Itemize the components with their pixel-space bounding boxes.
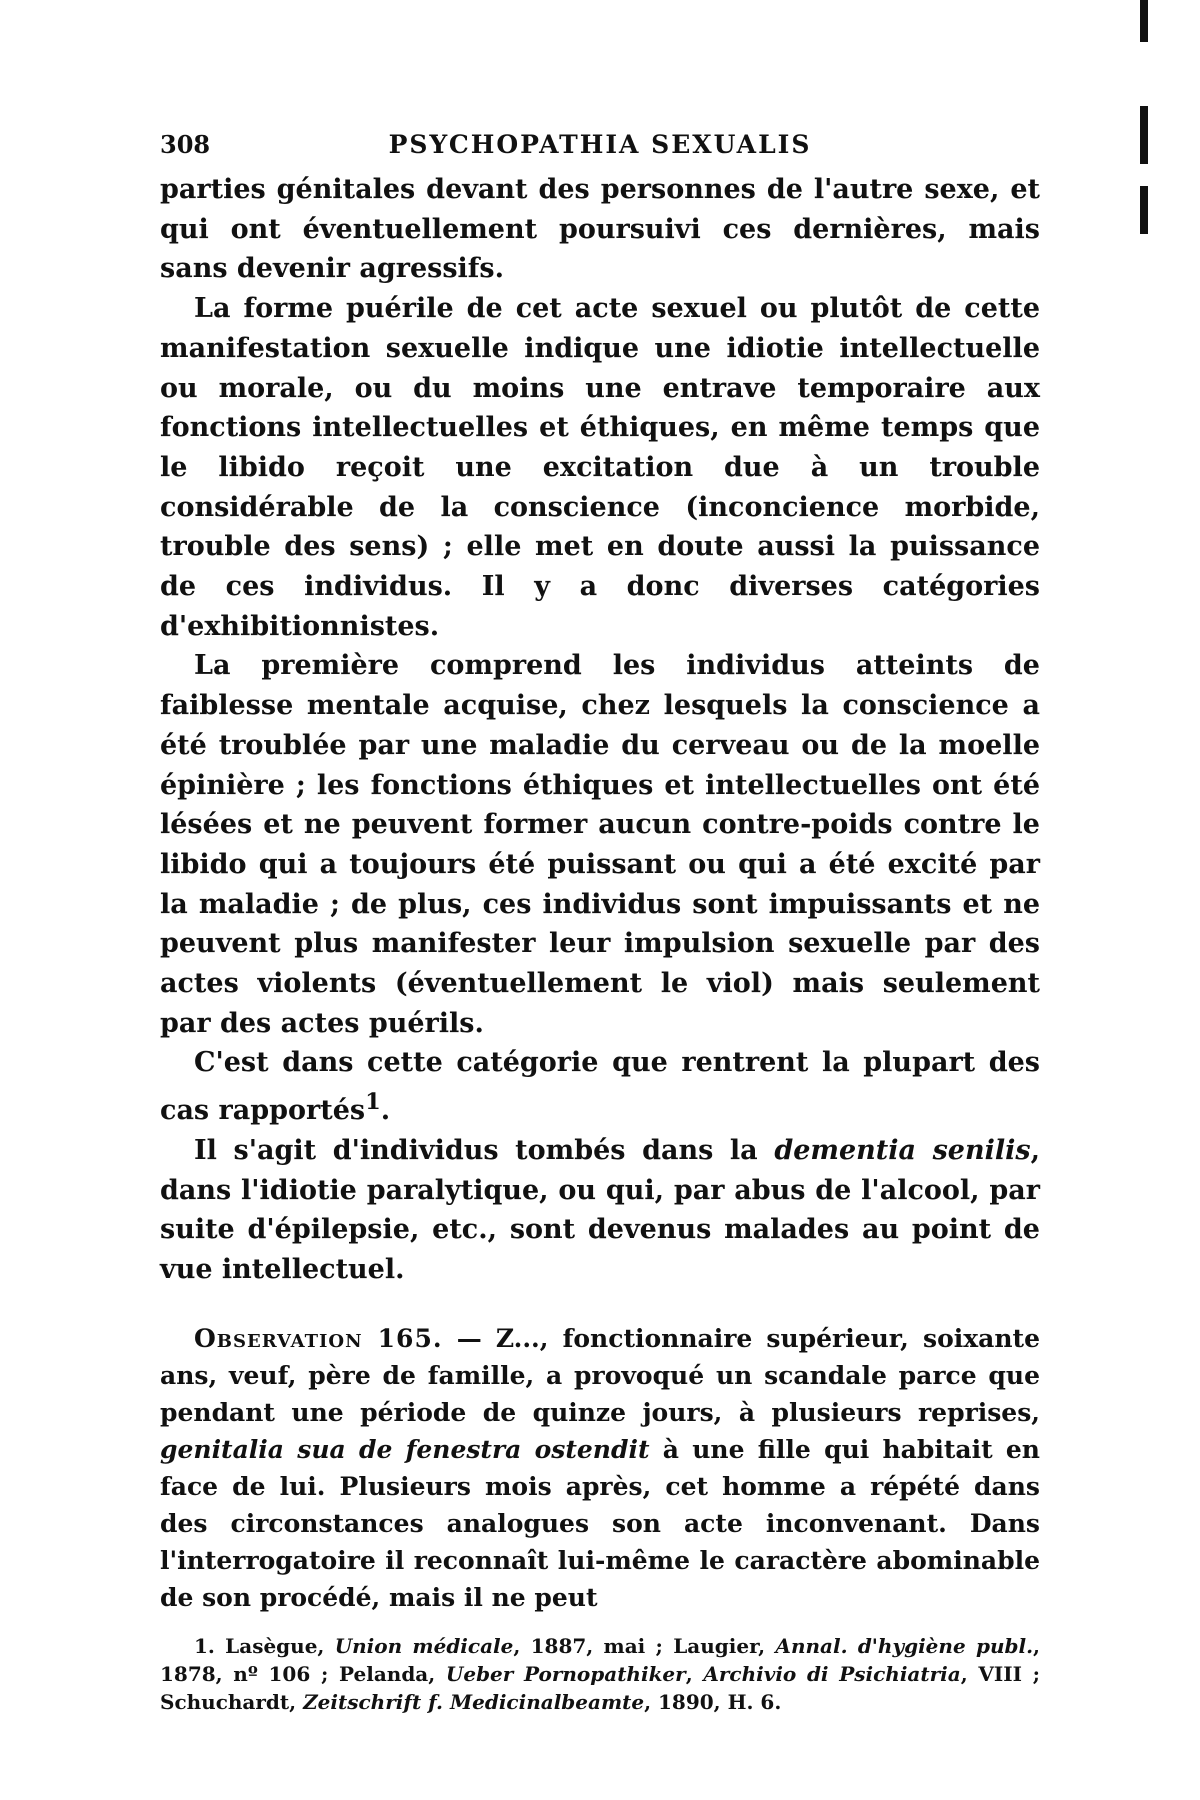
footnote-number: 1. bbox=[194, 1633, 215, 1658]
footnote-1 bbox=[160, 1632, 1040, 1716]
footnote-title-1: Union médicale bbox=[334, 1633, 514, 1658]
footnote-ref: 1 bbox=[365, 1089, 381, 1116]
paragraph-first-category: La première comprend les individus atteints de faiblesse mentale acquise, chez lesquels la conscience a été troublée par une maladie du cerveau ou de la moelle épinière ; les fonctions éthiques et intellectuelles ont été lésées et ne peuvent former aucun contre-poids contre le libido qui a toujours été puissant ou qui a été excité par la maladie ; de plus, ces individus sont impuissants et ne peuvent plus manifester leur impulsion sexuelle par des actes violents (éventuellement le viol) mais seulement par des actes puérils. bbox=[160, 650, 1040, 1039]
footnote-title-5: Zeitschrift f. Medicinalbeamte bbox=[303, 1689, 645, 1714]
book-page bbox=[160, 130, 1040, 1716]
edge-mark-lower bbox=[1140, 186, 1148, 234]
observation-text-2: à une fille qui habitait en face de lui. Plusieurs mois après, cet homme a répété dans des circonstances analogues son acte inconvenant. Dans l'interrogatoire il reconnaît lui-même le caractère abominable de son procédé, mais il ne peut bbox=[160, 1434, 1040, 1612]
footnote-title-2: Annal. d'hygiène publ. bbox=[775, 1633, 1034, 1658]
paragraph-category-cases-end: . bbox=[380, 1095, 391, 1127]
footnote-seg-4: , bbox=[685, 1661, 704, 1686]
footnote-seg-2: , 1887, mai ; Laugier, bbox=[513, 1633, 776, 1658]
paragraph-individuals-before: Il s'agit d'individus tombés dans la bbox=[194, 1134, 775, 1166]
paragraph-individuals bbox=[160, 1131, 1040, 1290]
footnote-title-3: Ueber Pornopathiker bbox=[445, 1661, 686, 1686]
paragraph-category-cases bbox=[160, 1043, 1040, 1130]
footnotes bbox=[160, 1632, 1040, 1716]
edge-mark-middle bbox=[1140, 106, 1148, 164]
observation-165 bbox=[160, 1320, 1040, 1616]
observation-latin: genitalia sua de fenestra ostendit bbox=[160, 1434, 650, 1464]
footnote-seg-5: , VIII ; Schuchardt, bbox=[160, 1661, 1040, 1714]
paragraph-continued: parties génitales devant des personnes de l'autre sexe, et qui ont éventuellement poursuivi ces dernières, mais sans devenir agressifs. bbox=[160, 174, 1040, 285]
paragraph-category-cases-text: C'est dans cette catégorie que rentrent la plupart des cas rapportés bbox=[160, 1047, 1040, 1127]
paragraph-individuals-after: , dans l'idiotie paralytique, ou qui, par abus de l'alcool, par suite d'épilepsie, etc., sont devenus malades au point de vue intellectuel. bbox=[160, 1134, 1040, 1285]
running-head bbox=[160, 130, 1040, 170]
page-number: 308 bbox=[160, 130, 211, 159]
footnote-seg-1: Lasègue, bbox=[214, 1633, 335, 1658]
footnote-seg-3: , 1878, nº 106 ; Pelanda, bbox=[160, 1633, 1040, 1686]
running-title: PSYCHOPATHIA SEXUALIS bbox=[388, 130, 812, 159]
observation-text-1: — Z..., fonctionnaire supérieur, soixante ans, veuf, père de famille, a provoqué un scandale parce que pendant une période de quinze jours, à plusieurs reprises, bbox=[160, 1323, 1040, 1427]
dementia-senilis-term: dementia senilis bbox=[774, 1134, 1031, 1166]
edge-mark-top bbox=[1140, 0, 1148, 42]
paragraph-puerile-form: La forme puérile de cet acte sexuel ou plutôt de cette manifestation sexuelle indique une idiotie intellectuelle ou morale, ou du moins une entrave temporaire aux fonctions intellectuelles et éthiques, en même temps que le libido reçoit une excitation due à un trouble considérable de la conscience (inconcience morbide, trouble des sens) ; elle met en doute aussi la puissance de ces individus. Il y a donc diverses catégories d'exhibitionnistes. bbox=[160, 293, 1040, 642]
footnote-title-4: Archivio di Psichiatria bbox=[703, 1661, 961, 1686]
observation-label: Observation 165. bbox=[194, 1323, 443, 1353]
footnote-seg-6: , 1890, H. 6. bbox=[644, 1689, 782, 1714]
